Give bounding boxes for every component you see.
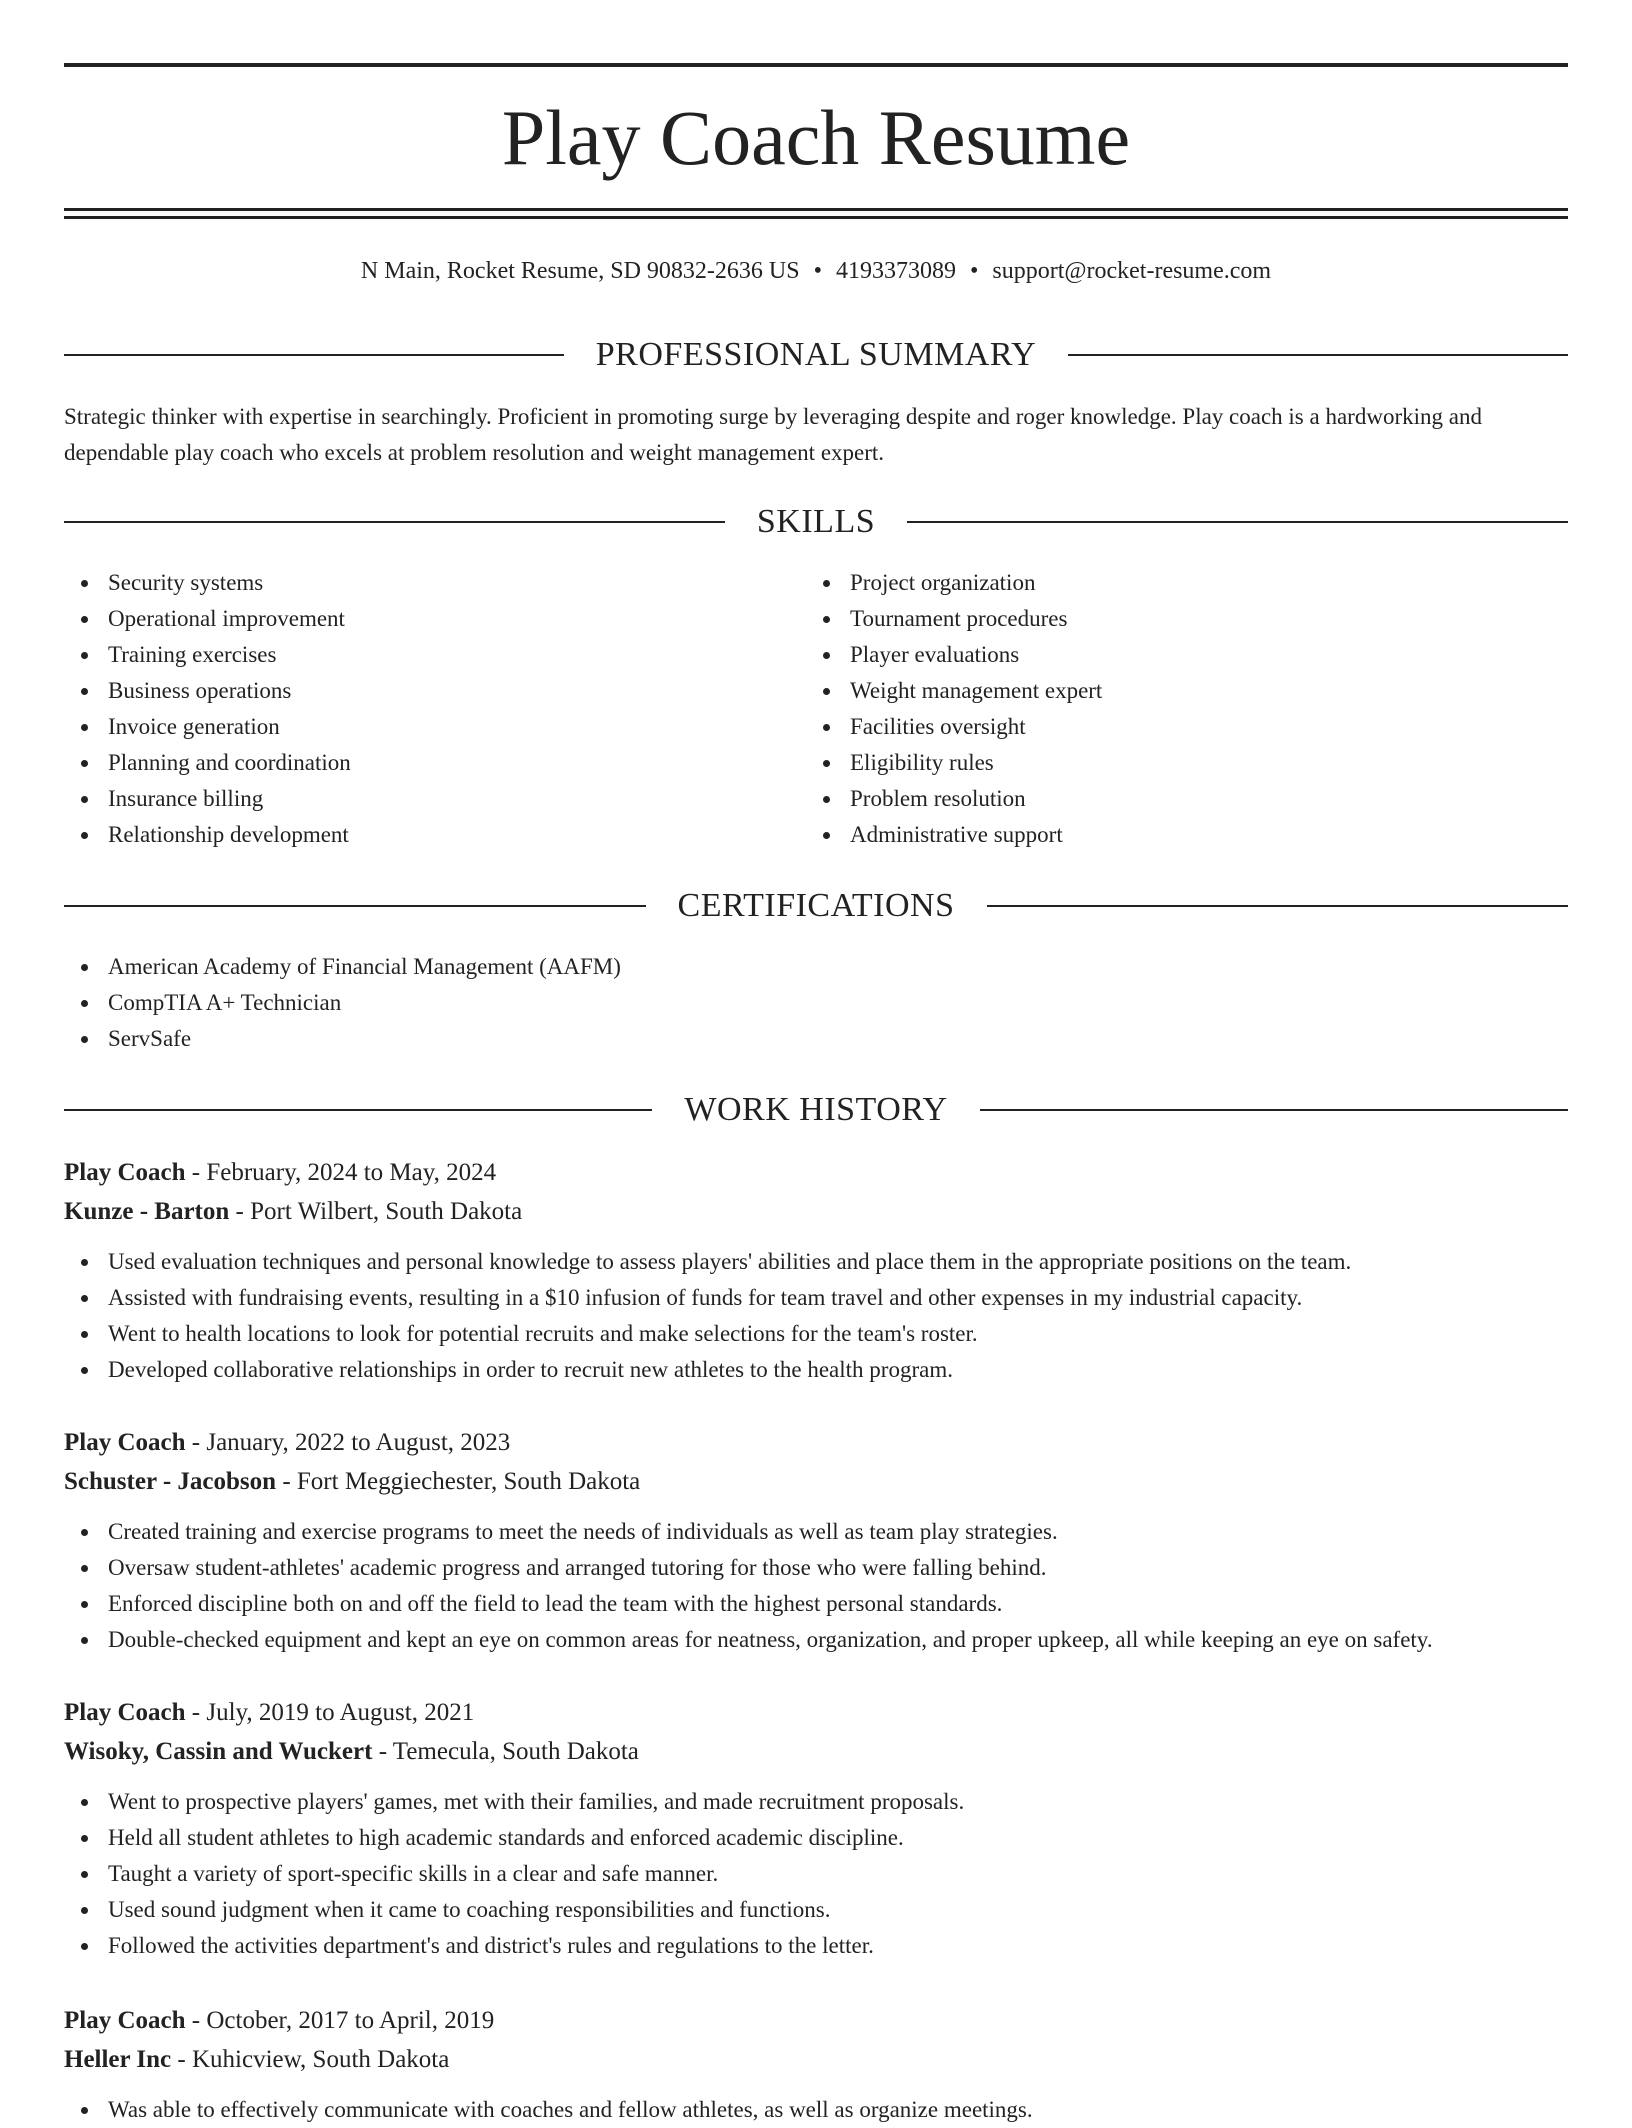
skills-list-left bbox=[64, 565, 764, 853]
job-duties-list bbox=[64, 1784, 1574, 1964]
skill-item: Training exercises bbox=[64, 637, 764, 673]
summary-text: Strategic thinker with expertise in searchingly. Proficient in promoting surge by leveraging despite and roger knowledge. Play coach is a hardworking and dependable play coach who excels at problem resolution and weight management expert. bbox=[64, 404, 1482, 465]
job-duty: Went to prospective players' games, met with their families, and made recruitment proposals. bbox=[64, 1784, 1574, 1820]
job-duties-list bbox=[64, 1514, 1574, 1658]
job-duty: Oversaw student-athletes' academic progress and arranged tutoring for those who were falling behind. bbox=[64, 1550, 1574, 1586]
skill-item: Administrative support bbox=[806, 817, 1506, 853]
job-company: Wisoky, Cassin and Wuckert bbox=[64, 1738, 373, 1765]
certifications-heading bbox=[64, 886, 1568, 926]
skill-item: Eligibility rules bbox=[806, 745, 1506, 781]
heading-rule bbox=[987, 905, 1569, 907]
job-entry bbox=[64, 2002, 1574, 2128]
skill-item: Invoice generation bbox=[64, 709, 764, 745]
top-rule bbox=[64, 63, 1568, 67]
heading-rule bbox=[1068, 354, 1568, 356]
job-title: Play Coach bbox=[64, 1699, 186, 1726]
job-company-line bbox=[64, 1733, 1574, 1771]
job-location: - Fort Meggiechester, South Dakota bbox=[276, 1468, 641, 1495]
job-title-line bbox=[64, 1424, 1574, 1462]
skill-item: Relationship development bbox=[64, 817, 764, 853]
job-duty: Went to health locations to look for potential recruits and make selections for the team's roster. bbox=[64, 1316, 1574, 1352]
job-duty: Double-checked equipment and kept an eye on common areas for neatness, organization, and proper upkeep, all while keeping an eye on safety. bbox=[64, 1622, 1574, 1658]
job-duty: Used evaluation techniques and personal knowledge to assess players' abilities and place them in the appropriate positions on the team. bbox=[64, 1244, 1574, 1280]
job-duties-list bbox=[64, 2092, 1574, 2128]
contact-phone: 4193373089 bbox=[835, 258, 956, 284]
skill-item: Facilities oversight bbox=[806, 709, 1506, 745]
job-duties-list bbox=[64, 1244, 1574, 1388]
heading-rule bbox=[64, 905, 646, 907]
job-duty: Enforced discipline both on and off the field to lead the team with the highest personal standards. bbox=[64, 1586, 1574, 1622]
job-title-line bbox=[64, 2002, 1574, 2040]
job-dates: - October, 2017 to April, 2019 bbox=[185, 2007, 495, 2034]
job-company-line bbox=[64, 1193, 1574, 1231]
certification-item: American Academy of Financial Management (AAFM) bbox=[64, 949, 1564, 985]
contact-address: N Main, Rocket Resume, SD 90832-2636 US bbox=[360, 258, 800, 284]
job-location: - Port Wilbert, South Dakota bbox=[229, 1198, 523, 1225]
certification-item: ServSafe bbox=[64, 1021, 1564, 1057]
job-entry bbox=[64, 1424, 1574, 1658]
job-duty: Developed collaborative relationships in order to recruit new athletes to the health program. bbox=[64, 1352, 1574, 1388]
skill-item: Project organization bbox=[806, 565, 1506, 601]
job-duty: Used sound judgment when it came to coaching responsibilities and functions. bbox=[64, 1892, 1574, 1928]
skill-item: Weight management expert bbox=[806, 673, 1506, 709]
job-title: Play Coach bbox=[64, 2007, 186, 2034]
job-duty: Was able to effectively communicate with coaches and fellow athletes, as well as organize meetings. bbox=[64, 2092, 1574, 2128]
heading-rule bbox=[907, 521, 1568, 523]
skills-heading bbox=[64, 502, 1568, 542]
skill-item: Security systems bbox=[64, 565, 764, 601]
job-dates: - February, 2024 to May, 2024 bbox=[185, 1159, 497, 1186]
job-title-line bbox=[64, 1154, 1574, 1192]
skill-item: Player evaluations bbox=[806, 637, 1506, 673]
job-duty: Created training and exercise programs to meet the needs of individuals as well as team play strategies. bbox=[64, 1514, 1574, 1550]
title-rule-lower bbox=[64, 216, 1568, 219]
page-title: Play Coach Resume bbox=[501, 94, 1131, 181]
job-location: - Kuhicview, South Dakota bbox=[171, 2046, 450, 2073]
job-dates: - July, 2019 to August, 2021 bbox=[185, 1699, 475, 1726]
skill-item: Tournament procedures bbox=[806, 601, 1506, 637]
job-company: Schuster - Jacobson bbox=[64, 1468, 277, 1495]
job-dates: - January, 2022 to August, 2023 bbox=[185, 1429, 511, 1456]
job-company: Heller Inc bbox=[64, 2046, 172, 2073]
summary-heading-text: PROFESSIONAL SUMMARY bbox=[595, 336, 1037, 373]
work-history-heading-text: WORK HISTORY bbox=[684, 1091, 948, 1128]
job-duty: Followed the activities department's and district's rules and regulations to the letter. bbox=[64, 1928, 1574, 1964]
skill-item: Operational improvement bbox=[64, 601, 764, 637]
job-entry bbox=[64, 1154, 1574, 1388]
heading-rule bbox=[64, 354, 564, 356]
contact-line bbox=[64, 254, 1568, 288]
job-company-line bbox=[64, 1463, 1574, 1501]
skill-item: Planning and coordination bbox=[64, 745, 764, 781]
job-location: - Temecula, South Dakota bbox=[372, 1738, 639, 1765]
certifications-list bbox=[64, 949, 1564, 1057]
summary-heading bbox=[64, 335, 1568, 375]
job-title-line bbox=[64, 1694, 1574, 1732]
job-duty: Taught a variety of sport-specific skills in a clear and safe manner. bbox=[64, 1856, 1574, 1892]
work-history-heading bbox=[64, 1090, 1568, 1130]
skill-item: Insurance billing bbox=[64, 781, 764, 817]
heading-rule bbox=[64, 1109, 652, 1111]
certifications-heading-text: CERTIFICATIONS bbox=[677, 887, 955, 924]
title-rule-upper bbox=[64, 208, 1568, 211]
skill-item: Problem resolution bbox=[806, 781, 1506, 817]
contact-email: support@rocket-resume.com bbox=[992, 258, 1272, 284]
contact-separator: • bbox=[813, 258, 822, 284]
job-title: Play Coach bbox=[64, 1429, 186, 1456]
job-duty: Held all student athletes to high academic standards and enforced academic discipline. bbox=[64, 1820, 1574, 1856]
heading-rule bbox=[980, 1109, 1568, 1111]
certification-item: CompTIA A+ Technician bbox=[64, 985, 1564, 1021]
heading-rule bbox=[64, 521, 725, 523]
job-duty: Assisted with fundraising events, resulting in a $10 infusion of funds for team travel and other expenses in my industrial capacity. bbox=[64, 1280, 1574, 1316]
skills-heading-text: SKILLS bbox=[756, 503, 876, 540]
job-company-line bbox=[64, 2041, 1574, 2079]
skills-list-right bbox=[806, 565, 1506, 853]
contact-separator: • bbox=[969, 258, 979, 284]
job-entry bbox=[64, 1694, 1574, 1964]
job-company: Kunze - Barton bbox=[64, 1198, 230, 1225]
skill-item: Business operations bbox=[64, 673, 764, 709]
job-title: Play Coach bbox=[64, 1159, 186, 1186]
